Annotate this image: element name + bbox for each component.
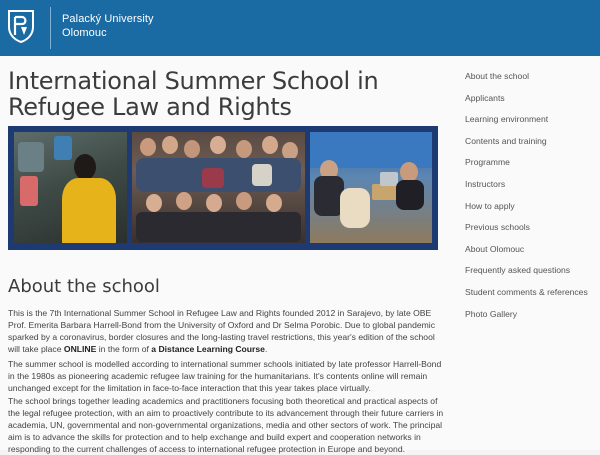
hero-photo-laptops bbox=[310, 132, 432, 243]
sidebar-item-programme[interactable]: Programme bbox=[465, 157, 510, 168]
intro-text-start: This is the 7th International Summer School in Refugee Law and Rights founded 2012 in Sarajevo, by late OBE Prof. Emerita Barbara Harrell-Bond from the University of Oxford and Dr Selma Porobic. Due to global pandemic sparked by a coronavirus, border closures and the long-lasting travel restrictions, this year's edition of the school will take place bbox=[8, 308, 436, 354]
sidebar-item-faq[interactable]: Frequently asked questions bbox=[465, 265, 571, 276]
hero-photo-group bbox=[132, 132, 305, 243]
logo-separator bbox=[50, 7, 51, 49]
sidebar-item-how-to-apply[interactable]: How to apply bbox=[465, 200, 515, 211]
university-logo-icon[interactable] bbox=[7, 9, 35, 43]
intro-text-end: . bbox=[264, 344, 268, 354]
sidebar-item-instructors[interactable]: Instructors bbox=[465, 178, 506, 189]
top-header-bar bbox=[0, 0, 600, 56]
university-name-line2: Olomouc bbox=[62, 27, 107, 39]
university-name-line1: Palacký University bbox=[62, 13, 154, 25]
sidebar-item-contents-and-training[interactable]: Contents and training bbox=[465, 135, 547, 146]
model-paragraph: The summer school is modelled according to international summer schools initiated by late professor Harrell-Bond in the 1980s as pioneering academic refugee law training for the humanitarians. It's contents online will remain unchanged except for the limitation in face-to-face interaction that this year takes place virtually. bbox=[8, 359, 442, 393]
page-title: International Summer School in Refugee Law and Rights bbox=[8, 67, 379, 121]
intro-text-mid: in the form of bbox=[96, 344, 152, 354]
intro-paragraph bbox=[8, 307, 446, 355]
online-bold: ONLINE bbox=[63, 344, 97, 354]
sidebar-item-previous-schools[interactable]: Previous schools bbox=[465, 222, 530, 233]
distance-learning-bold: a Distance Learning Course bbox=[151, 344, 265, 354]
sidebar-nav bbox=[465, 70, 595, 329]
sidebar-item-student-comments[interactable]: Student comments & references bbox=[465, 286, 588, 297]
about-heading: About the school bbox=[8, 276, 160, 297]
hero-photo-classroom-wall bbox=[14, 132, 127, 243]
page-body bbox=[0, 56, 600, 454]
sidebar-item-learning-environment[interactable]: Learning environment bbox=[465, 114, 549, 125]
main-content bbox=[8, 67, 446, 454]
university-name[interactable] bbox=[62, 12, 154, 40]
hero-photo-strip bbox=[8, 126, 438, 250]
sidebar-item-photo-gallery[interactable]: Photo Gallery bbox=[465, 308, 518, 319]
sidebar-item-about-olomouc[interactable]: About Olomouc bbox=[465, 243, 525, 254]
sidebar-item-applicants[interactable]: Applicants bbox=[465, 92, 505, 103]
sidebar-item-about-the-school[interactable]: About the school bbox=[465, 71, 530, 81]
aim-paragraph: The school brings together leading academics and practitioners focusing both theoretical and practical aspects of the legal refugee protection, with an aim to proactively contribute to its advancement through their future carriers in academia, UN, governmental and non-governmental organizations, media and other sectors of work. The principal aim is to advance the skills for protection and to help exchange and build expert and cooperation networks in responding to the current challenges of access to international refugee protection in Europe and beyond. bbox=[8, 396, 444, 454]
